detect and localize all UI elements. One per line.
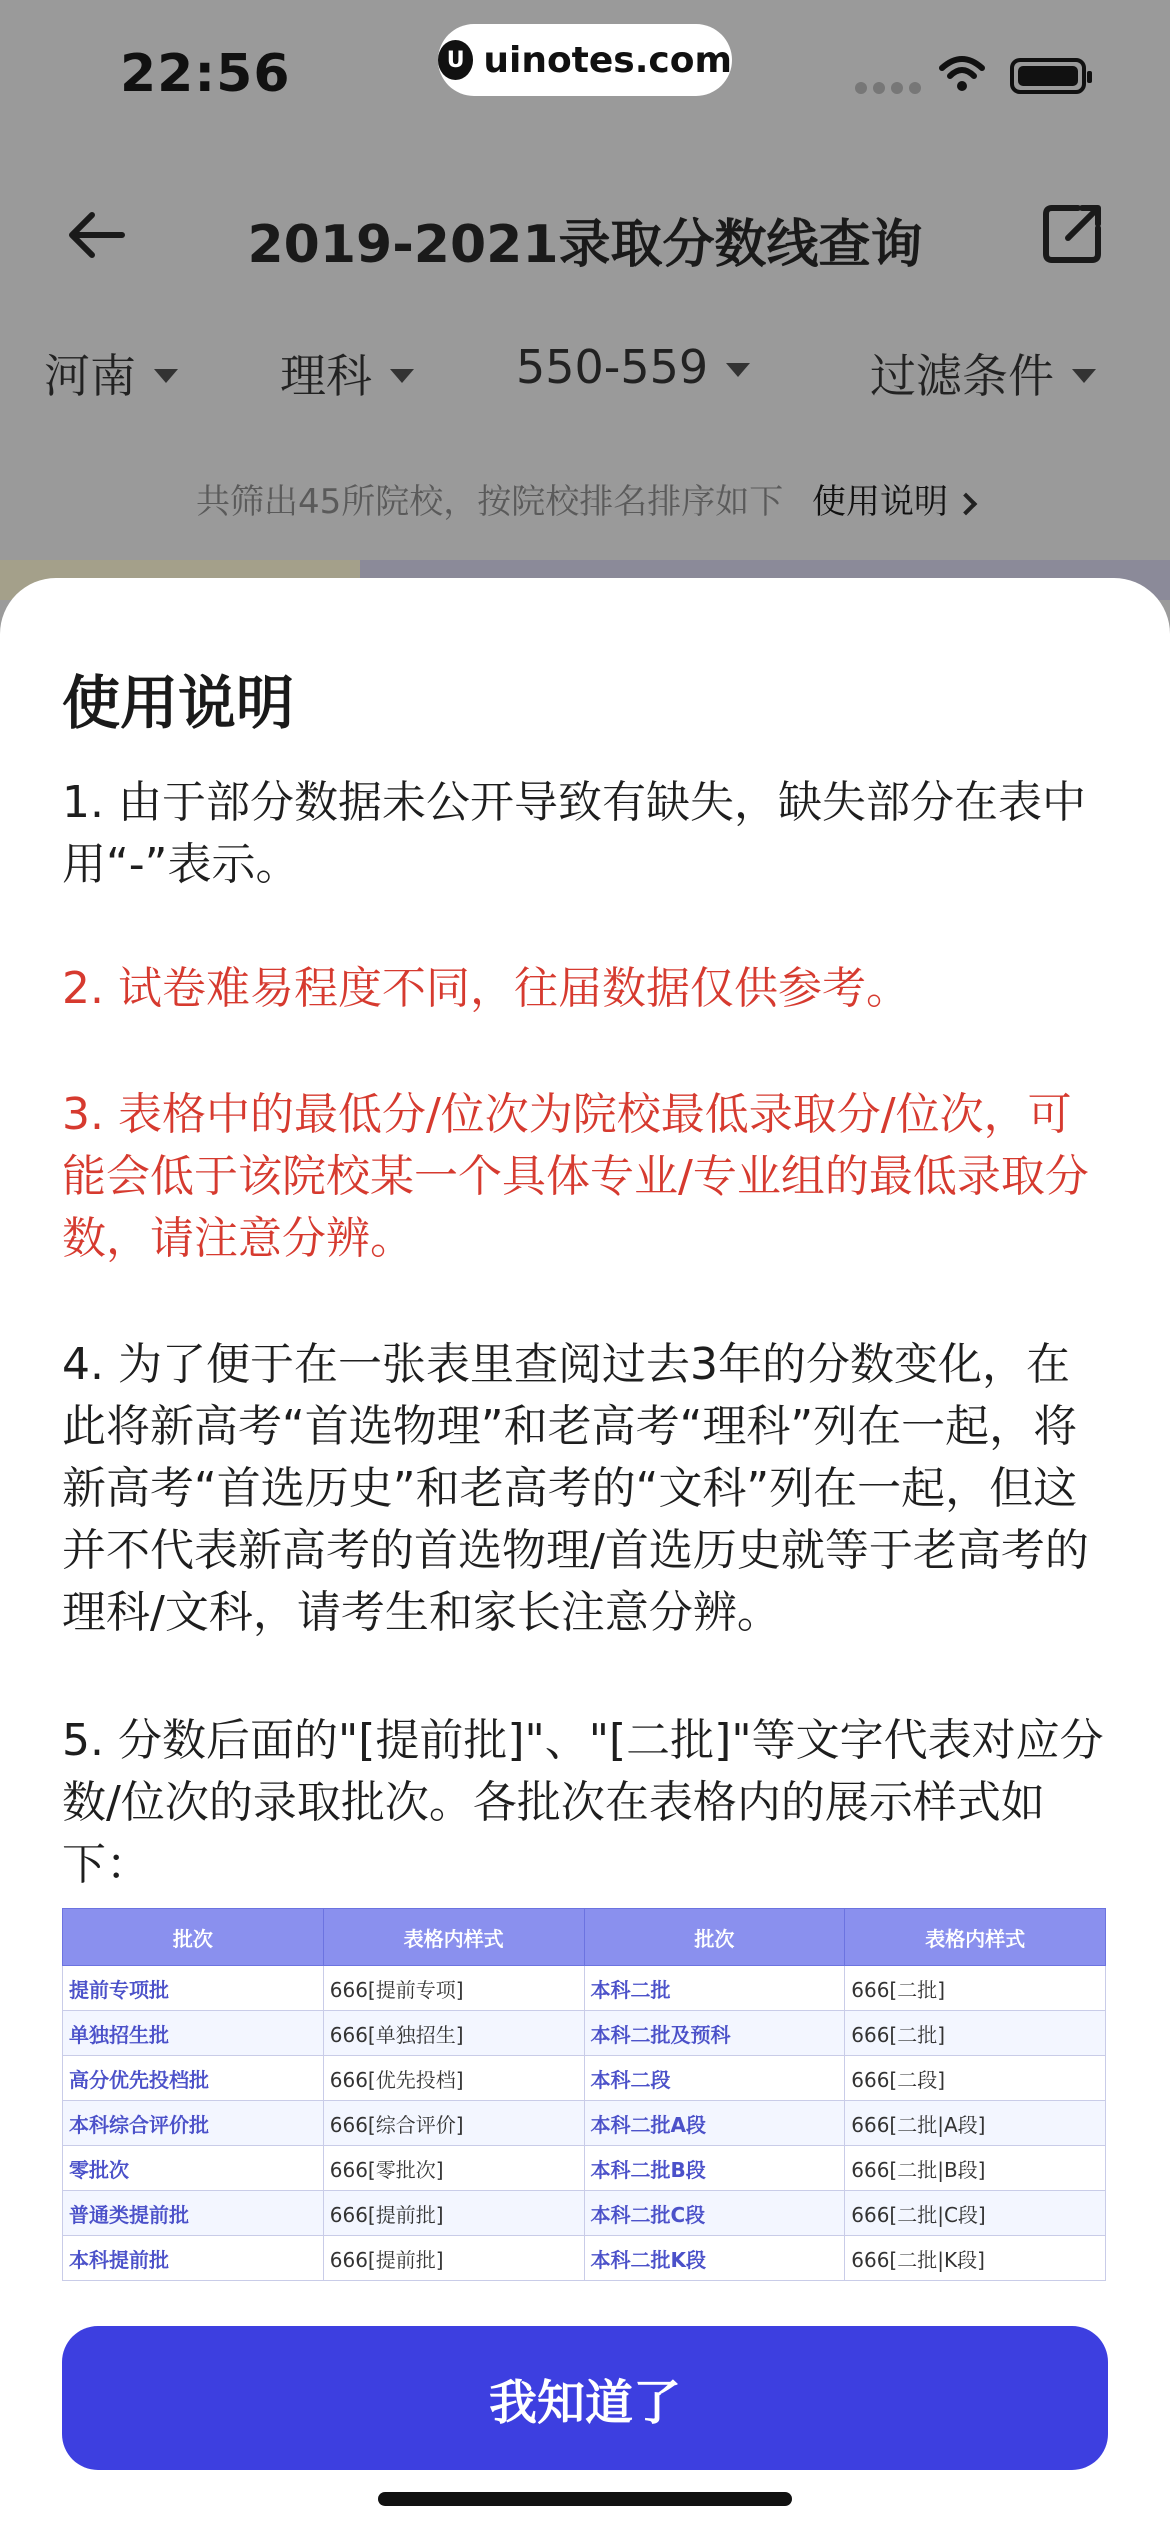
filter-label: 理科: [280, 349, 372, 403]
table-header: 表格内样式: [323, 1909, 584, 1966]
table-cell: 单独招生批: [63, 2011, 324, 2056]
instructions-sheet: [0, 578, 1170, 2532]
caret-down-icon: [726, 363, 750, 377]
filter-subject[interactable]: [280, 340, 414, 406]
table-cell: 666[提前批]: [323, 2191, 584, 2236]
table-header: 表格内样式: [845, 1909, 1106, 1966]
table-cell: 本科二批A段: [584, 2101, 845, 2146]
table-row: [63, 2236, 1106, 2281]
caret-down-icon: [1072, 369, 1096, 383]
instruction-3: 3. 表格中的最低分/位次为院校最低录取分/位次，可能会低于该院校某一个具体专业/专业组的最低录取分数，请注意分辨。: [62, 1089, 1089, 1264]
table-cell: 666[二批|K段]: [845, 2236, 1106, 2281]
table-cell: 本科二批及预科: [584, 2011, 845, 2056]
table-header: 批次: [63, 1909, 324, 1966]
table-cell: 本科二批B段: [584, 2146, 845, 2191]
table-row: [63, 2146, 1106, 2191]
table-header: 批次: [584, 1909, 845, 1966]
table-cell: 本科综合评价批: [63, 2101, 324, 2146]
filter-province[interactable]: [44, 340, 178, 406]
instruction-5: 5. 分数后面的"[提前批]"、"[二批]"等文字代表对应分数/位次的录取批次。各批次在表格内的展示样式如下：: [62, 1715, 1104, 1890]
site-logo-icon: U: [438, 40, 473, 80]
table-cell: 本科提前批: [63, 2236, 324, 2281]
table-cell: 本科二批C段: [584, 2191, 845, 2236]
table-row: [63, 2011, 1106, 2056]
table-cell: 普通类提前批: [63, 2191, 324, 2236]
battery-icon: [1010, 58, 1086, 94]
table-cell: 本科二批K段: [584, 2236, 845, 2281]
table-cell: 高分优先投档批: [63, 2056, 324, 2101]
table-cell: 666[二批|B段]: [845, 2146, 1106, 2191]
table-cell: 666[单独招生]: [323, 2011, 584, 2056]
table-row: [63, 2056, 1106, 2101]
result-summary: 共筛出45所院校，按院校排名排序如下: [195, 482, 784, 522]
instruction-4: 4. 为了便于在一张表里查阅过去3年的分数变化，在此将新高考“首选物理”和老高考“理科”列在一起，将新高考“首选历史”和老高考的“文科”列在一起，但这并不代表新高考的首选物理/首选历史就等于老高考的理科/文科，请考生和家长注意分辨。: [62, 1339, 1089, 1638]
filter-label: 过滤条件: [870, 349, 1054, 403]
filter-label: 河南: [44, 349, 136, 403]
instruction-1: 1. 由于部分数据未公开导致有缺失，缺失部分在表中用“-”表示。: [62, 777, 1086, 890]
filter-score-range[interactable]: [516, 340, 750, 394]
table-cell: 666[提前批]: [323, 2236, 584, 2281]
caret-down-icon: [154, 369, 178, 383]
result-summary-line: [0, 474, 1170, 523]
site-watermark: [438, 24, 732, 96]
table-cell: 提前专项批: [63, 1966, 324, 2011]
nav-bar: [0, 180, 1170, 290]
share-edit-icon[interactable]: [1038, 200, 1106, 268]
table-cell: 666[优先投档]: [323, 2056, 584, 2101]
table-row: [63, 2191, 1106, 2236]
caret-down-icon: [390, 369, 414, 383]
table-cell: 666[二批|C段]: [845, 2191, 1106, 2236]
cellular-signal-icon: [855, 82, 921, 94]
table-cell: 666[零批次]: [323, 2146, 584, 2191]
filter-bar: [0, 340, 1170, 420]
help-link[interactable]: 使用说明: [812, 482, 974, 522]
status-time: 22:56: [120, 44, 291, 104]
table-cell: 零批次: [63, 2146, 324, 2191]
table-cell: 666[二批]: [845, 2011, 1106, 2056]
chevron-right-icon: [955, 492, 978, 515]
instruction-2: 2. 试卷难易程度不同，往届数据仅供参考。: [62, 963, 910, 1014]
filter-label: 550-559: [516, 340, 709, 394]
filter-conditions[interactable]: [870, 340, 1096, 406]
table-cell: 666[二批]: [845, 1966, 1106, 2011]
table-cell: 666[二段]: [845, 2056, 1106, 2101]
page-title: 2019-2021录取分数线查询: [247, 215, 923, 275]
table-cell: 666[二批|A段]: [845, 2101, 1106, 2146]
table-row: [63, 2101, 1106, 2146]
home-indicator[interactable]: [378, 2492, 792, 2506]
table-cell: 本科二批: [584, 1966, 845, 2011]
sheet-title: 使用说明: [62, 669, 295, 737]
table-cell: 本科二段: [584, 2056, 845, 2101]
wifi-icon: [938, 54, 986, 94]
table-row: [63, 1966, 1106, 2011]
table-cell: 666[综合评价]: [323, 2101, 584, 2146]
site-name: uinotes.com: [483, 39, 732, 81]
batch-style-table: [62, 1908, 1106, 2272]
table-cell: 666[提前专项]: [323, 1966, 584, 2011]
status-bar: [0, 0, 1170, 150]
got-it-button[interactable]: 我知道了: [62, 2326, 1108, 2470]
